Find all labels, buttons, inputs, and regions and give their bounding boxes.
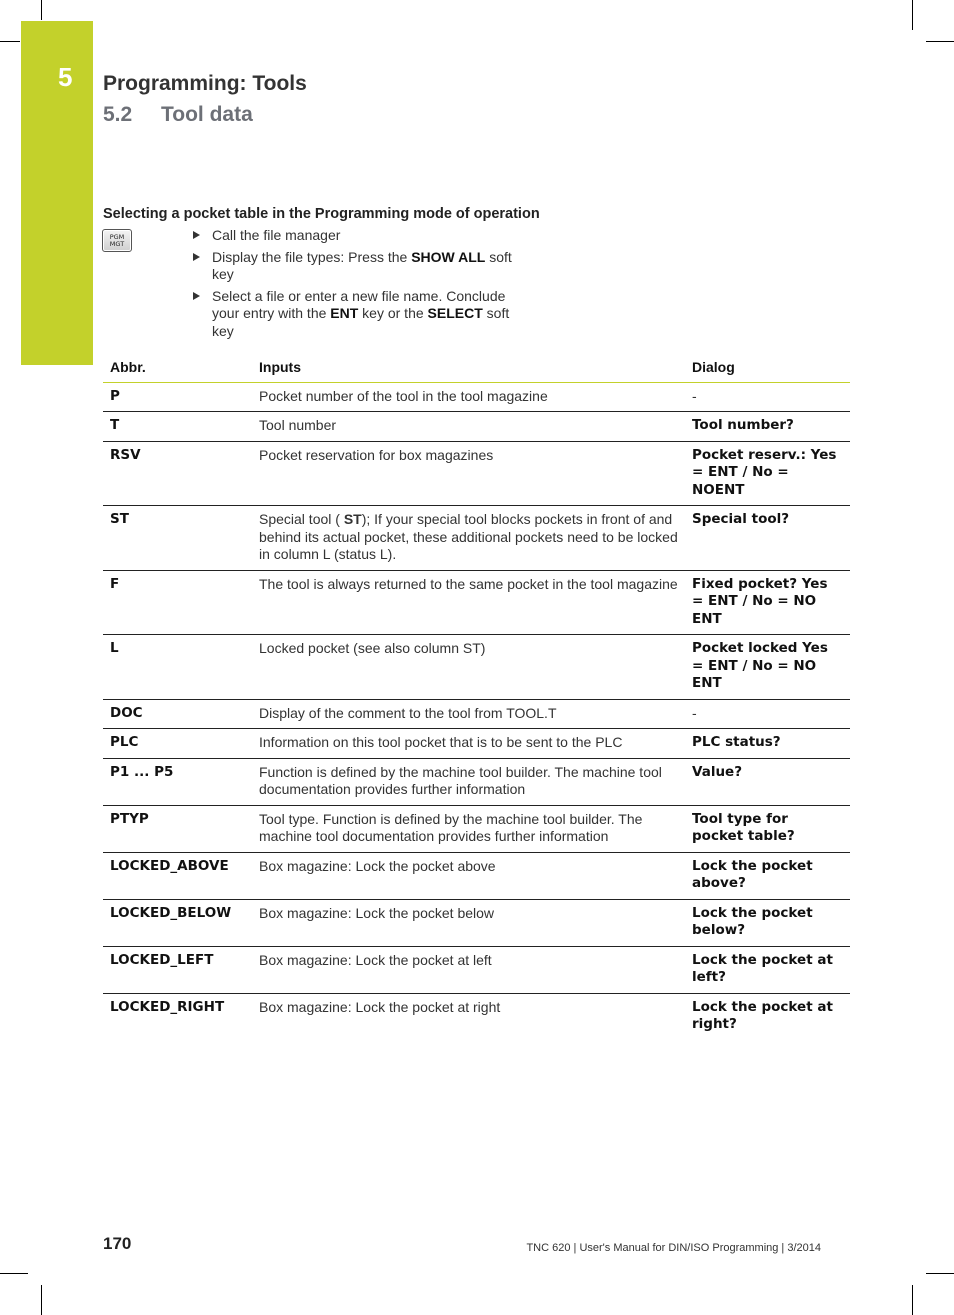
cell-dialog: Pocket locked Yes = ENT / No = NO ENT xyxy=(685,635,850,700)
cell-dialog: Lock the pocket at right? xyxy=(692,998,833,1032)
cell-inputs xyxy=(252,993,685,1040)
chapter-tab xyxy=(21,21,93,365)
text-run: Call the file manager xyxy=(212,227,341,243)
step-arrow-icon xyxy=(193,292,200,300)
crop-mark xyxy=(926,1273,954,1274)
cell-inputs xyxy=(252,699,685,729)
cell-inputs xyxy=(252,805,685,852)
cell-inputs xyxy=(252,852,685,899)
cell-dialog: Lock the pocket below? xyxy=(685,899,850,946)
chapter-number: 5 xyxy=(58,62,73,92)
cell-dialog: Lock the pocket above? xyxy=(685,852,850,899)
table-row xyxy=(103,699,850,729)
text-run: Box magazine: Lock the pocket above xyxy=(259,857,496,874)
table-row xyxy=(103,993,850,1040)
table-row xyxy=(103,382,850,412)
instruction-steps xyxy=(190,227,530,344)
step-item xyxy=(190,227,530,245)
text-run: Box magazine: Lock the pocket below xyxy=(259,904,495,921)
cell-dialog: Special tool? xyxy=(685,506,850,571)
key-label-line1: PGM xyxy=(109,233,125,241)
text-run: ); If your special tool blocks pockets in front of and behind its actual pocket, these additional pockets need to be locked in column L (status L). xyxy=(259,511,678,562)
cell-inputs xyxy=(252,570,685,635)
crop-mark xyxy=(912,0,913,30)
crop-mark xyxy=(41,1285,42,1315)
text-run: Tool number xyxy=(259,417,337,433)
text-run: Special tool ( xyxy=(259,511,344,527)
page-number: 170 xyxy=(103,1234,132,1253)
crop-mark xyxy=(0,1273,28,1274)
text-run: Pocket reservation for box magazines xyxy=(259,446,494,463)
table-row xyxy=(103,570,850,635)
header-dialog: Dialog xyxy=(685,355,850,382)
cell-abbr: LOCKED_ABOVE xyxy=(103,852,252,899)
header-abbr: Abbr. xyxy=(103,355,252,382)
text-run: Box magazine: Lock the pocket at left xyxy=(259,951,492,968)
cell-inputs xyxy=(252,506,685,571)
pgm-mgt-key-icon xyxy=(102,229,132,252)
cell-abbr: DOC xyxy=(103,699,252,729)
bold-term: SELECT xyxy=(427,305,483,321)
cell-dialog: - xyxy=(685,382,850,412)
cell-dialog: Tool number? xyxy=(685,412,850,442)
text-run: Function is defined by the machine tool builder. The machine tool documentation provides further information xyxy=(259,763,662,797)
table-row xyxy=(103,852,850,899)
cell-inputs xyxy=(252,382,685,412)
subheading: Selecting a pocket table in the Programming mode of operation xyxy=(103,206,540,222)
cell-abbr: F xyxy=(103,570,252,635)
table-row xyxy=(103,758,850,805)
cell-abbr: PLC xyxy=(103,729,252,759)
text-run: soft key xyxy=(212,248,512,282)
cell-inputs xyxy=(252,758,685,805)
table-row xyxy=(103,441,850,506)
text-run: Information on this tool pocket that is to be sent to the PLC xyxy=(259,734,623,750)
table-row xyxy=(103,729,850,759)
bold-term: ENT xyxy=(330,305,359,321)
cell-abbr: RSV xyxy=(103,441,252,506)
text-run: Display the file types: Press the xyxy=(212,248,412,265)
cell-dialog: - xyxy=(685,699,850,729)
section-number: 5.2 xyxy=(103,103,133,126)
text-run: The tool is always returned to the same pocket in the tool magazine xyxy=(259,575,678,592)
cell-abbr: LOCKED_BELOW xyxy=(103,899,252,946)
cell-inputs xyxy=(252,729,685,759)
crop-mark xyxy=(926,41,954,42)
text-run: key or the xyxy=(358,305,428,321)
cell-inputs xyxy=(252,635,685,700)
cell-dialog: PLC status? xyxy=(685,729,850,759)
table-row xyxy=(103,506,850,571)
section-title xyxy=(103,103,253,127)
step-arrow-icon xyxy=(193,231,200,239)
cell-inputs xyxy=(252,441,685,506)
step-arrow-icon xyxy=(193,253,200,261)
cell-inputs xyxy=(252,412,685,442)
cell-abbr: T xyxy=(103,412,252,442)
key-label-line2: MGT xyxy=(109,240,125,248)
header-inputs: Inputs xyxy=(252,355,685,382)
cell-dialog: Pocket reserv.: Yes = ENT / No = NOENT xyxy=(685,441,850,506)
table-row xyxy=(103,412,850,442)
table-row xyxy=(103,635,850,700)
footer-text: TNC 620 | User's Manual for DIN/ISO Programming | 3/2014 xyxy=(526,1242,821,1254)
cell-inputs xyxy=(252,899,685,946)
text-run: Pocket number of the tool in the tool magazine xyxy=(259,387,548,404)
crop-mark xyxy=(41,0,42,20)
text-run: Display of the comment to the tool from TOOL.T xyxy=(259,704,557,721)
table-header-row xyxy=(103,355,850,382)
cell-dialog: Lock the pocket at left? xyxy=(685,946,850,993)
pocket-table-columns xyxy=(103,355,850,1040)
table-row xyxy=(103,946,850,993)
crop-mark xyxy=(912,1285,913,1315)
cell-abbr: P xyxy=(103,382,252,412)
cell-abbr: PTYP xyxy=(103,805,252,852)
text-run: Box magazine: Lock the pocket at right xyxy=(259,998,501,1015)
cell-abbr: LOCKED_RIGHT xyxy=(110,998,225,1015)
cell-abbr: LOCKED_LEFT xyxy=(103,946,252,993)
bold-term: SHOW ALL xyxy=(411,248,486,265)
text-run: soft key xyxy=(212,305,510,339)
cell-dialog: Tool type for pocket table? xyxy=(685,805,850,852)
cell-dialog: Fixed pocket? Yes = ENT / No = NO ENT xyxy=(685,570,850,635)
crop-mark xyxy=(0,41,20,42)
cell-abbr: ST xyxy=(103,506,252,571)
section-name: Tool data xyxy=(161,103,253,126)
cell-inputs xyxy=(252,946,685,993)
cell-abbr: L xyxy=(103,635,252,700)
cell-dialog: Value? xyxy=(685,758,850,805)
chapter-title: Programming: Tools xyxy=(103,72,307,95)
bold-term: ST xyxy=(343,511,362,527)
cell-abbr: P1 ... P5 xyxy=(103,758,252,805)
text-run: Tool type. Function is defined by the machine tool builder. The machine tool documentation provides further information xyxy=(259,810,643,844)
table-row xyxy=(103,805,850,852)
table-row xyxy=(103,899,850,946)
text-run: Select a file or enter a new file name. Conclude your entry with the xyxy=(212,287,506,321)
step-item xyxy=(190,249,530,284)
text-run: Locked pocket (see also column ST) xyxy=(259,640,486,656)
step-item xyxy=(190,288,530,341)
